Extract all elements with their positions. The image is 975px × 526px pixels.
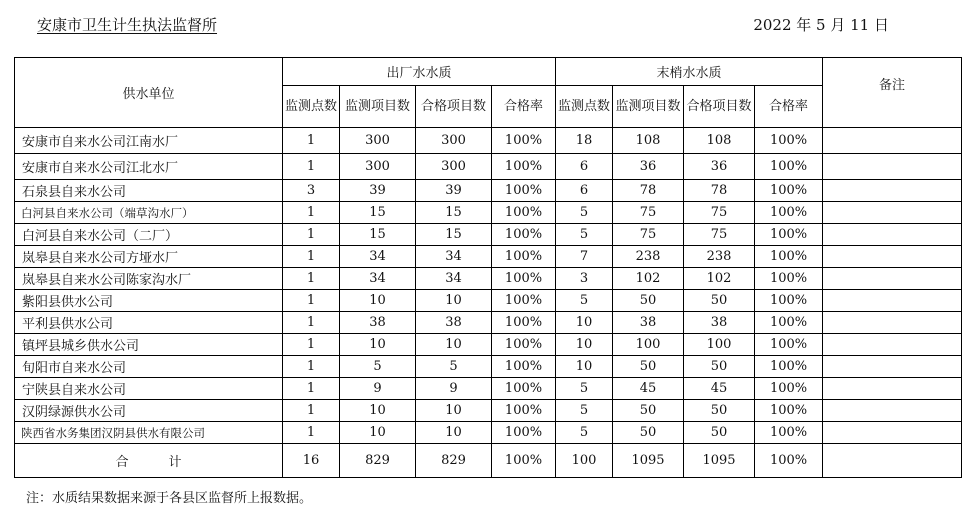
cell-terminal-items: 102 [613,268,684,290]
cell-terminal-rate: 100% [755,154,823,180]
cell-remark [823,224,962,246]
cell-factory-items: 5 [340,356,416,378]
cell-factory-items: 38 [340,312,416,334]
cell-factory-points: 1 [283,154,340,180]
cell-supply-unit: 石泉县自来水公司 [15,180,283,202]
cell-terminal-items: 50 [613,290,684,312]
total-label: 合计 [15,444,283,478]
cell-terminal-points: 6 [556,154,613,180]
total-f-points: 16 [283,444,340,478]
cell-terminal-items: 75 [613,202,684,224]
cell-terminal-points: 3 [556,268,613,290]
header-f-points: 监测点数 [283,86,340,128]
cell-factory-points: 1 [283,202,340,224]
header-f-rate: 合格率 [492,86,556,128]
cell-terminal-points: 10 [556,312,613,334]
cell-remark [823,246,962,268]
header-t-rate: 合格率 [755,86,823,128]
cell-terminal-items: 45 [613,378,684,400]
cell-terminal-rate: 100% [755,334,823,356]
table-row [15,128,962,154]
cell-terminal-points: 10 [556,334,613,356]
cell-factory-items: 15 [340,224,416,246]
cell-terminal-pass: 75 [684,224,755,246]
cell-factory-points: 1 [283,334,340,356]
cell-terminal-pass: 38 [684,312,755,334]
cell-factory-items: 39 [340,180,416,202]
table-row [15,378,962,400]
table-row [15,356,962,378]
cell-factory-points: 1 [283,312,340,334]
water-quality-table [14,57,962,478]
cell-factory-rate: 100% [492,202,556,224]
cell-factory-pass: 5 [416,356,492,378]
cell-remark [823,378,962,400]
cell-supply-unit: 紫阳县供水公司 [15,290,283,312]
cell-terminal-points: 5 [556,224,613,246]
cell-terminal-pass: 108 [684,128,755,154]
cell-terminal-pass: 50 [684,290,755,312]
cell-factory-points: 1 [283,400,340,422]
table-row [15,246,962,268]
total-row [15,444,962,478]
table-row [15,180,962,202]
cell-factory-pass: 34 [416,246,492,268]
cell-remark [823,400,962,422]
cell-terminal-points: 5 [556,202,613,224]
table-row [15,224,962,246]
cell-factory-pass: 10 [416,334,492,356]
total-t-rate: 100% [755,444,823,478]
cell-terminal-rate: 100% [755,356,823,378]
cell-remark [823,290,962,312]
cell-factory-items: 10 [340,334,416,356]
cell-factory-items: 34 [340,268,416,290]
cell-supply-unit: 平利县供水公司 [15,312,283,334]
cell-factory-rate: 100% [492,180,556,202]
cell-supply-unit: 白河县自来水公司（端草沟水厂） [15,202,283,224]
cell-factory-pass: 34 [416,268,492,290]
cell-terminal-points: 10 [556,356,613,378]
table-row [15,202,962,224]
cell-terminal-rate: 100% [755,180,823,202]
cell-terminal-items: 50 [613,422,684,444]
header-factory-water: 出厂水水质 [283,58,556,86]
cell-terminal-items: 50 [613,356,684,378]
cell-terminal-rate: 100% [755,290,823,312]
total-f-items: 829 [340,444,416,478]
table-row [15,312,962,334]
table-row [15,290,962,312]
cell-remark [823,422,962,444]
cell-factory-points: 1 [283,246,340,268]
cell-remark [823,128,962,154]
cell-factory-points: 1 [283,224,340,246]
cell-terminal-rate: 100% [755,224,823,246]
cell-factory-points: 3 [283,180,340,202]
cell-terminal-rate: 100% [755,422,823,444]
header-t-items: 监测项目数 [613,86,684,128]
cell-terminal-items: 238 [613,246,684,268]
table-row [15,400,962,422]
cell-factory-pass: 300 [416,154,492,180]
cell-factory-pass: 39 [416,180,492,202]
cell-terminal-rate: 100% [755,246,823,268]
cell-remark [823,154,962,180]
header-supply-unit: 供水单位 [15,58,283,128]
cell-factory-rate: 100% [492,290,556,312]
cell-terminal-points: 5 [556,400,613,422]
cell-terminal-pass: 45 [684,378,755,400]
cell-factory-rate: 100% [492,378,556,400]
cell-terminal-points: 7 [556,246,613,268]
header-terminal-water: 末梢水水质 [556,58,823,86]
header-t-points: 监测点数 [556,86,613,128]
cell-supply-unit: 旬阳市自来水公司 [15,356,283,378]
cell-terminal-pass: 100 [684,334,755,356]
cell-factory-items: 300 [340,154,416,180]
cell-factory-pass: 15 [416,202,492,224]
cell-remark [823,268,962,290]
table-row [15,422,962,444]
cell-factory-items: 34 [340,246,416,268]
cell-terminal-items: 36 [613,154,684,180]
cell-remark [823,334,962,356]
cell-remark [823,202,962,224]
report-organization: 安康市卫生计生执法监督所 [37,16,218,34]
cell-terminal-pass: 50 [684,356,755,378]
cell-supply-unit: 白河县自来水公司（二厂） [15,224,283,246]
cell-remark [823,180,962,202]
cell-terminal-pass: 50 [684,422,755,444]
total-f-rate: 100% [492,444,556,478]
table-row [15,334,962,356]
cell-factory-pass: 10 [416,400,492,422]
cell-terminal-rate: 100% [755,312,823,334]
cell-factory-items: 9 [340,378,416,400]
cell-terminal-items: 75 [613,224,684,246]
cell-terminal-pass: 50 [684,400,755,422]
cell-supply-unit: 安康市自来水公司江南水厂 [15,128,283,154]
cell-factory-items: 300 [340,128,416,154]
cell-terminal-pass: 78 [684,180,755,202]
cell-terminal-items: 38 [613,312,684,334]
cell-terminal-pass: 75 [684,202,755,224]
cell-factory-points: 1 [283,290,340,312]
cell-supply-unit: 安康市自来水公司江北水厂 [15,154,283,180]
cell-supply-unit: 宁陕县自来水公司 [15,378,283,400]
footnote: 注：水质结果数据来源于各县区监督所上报数据。 [26,491,313,506]
cell-terminal-items: 100 [613,334,684,356]
cell-factory-rate: 100% [492,356,556,378]
cell-factory-points: 1 [283,128,340,154]
cell-terminal-rate: 100% [755,400,823,422]
cell-remark [823,312,962,334]
cell-terminal-points: 5 [556,378,613,400]
table-row [15,154,962,180]
cell-terminal-points: 6 [556,180,613,202]
cell-factory-pass: 300 [416,128,492,154]
total-t-points: 100 [556,444,613,478]
cell-supply-unit: 岚皋县自来水公司陈家沟水厂 [15,268,283,290]
cell-terminal-rate: 100% [755,378,823,400]
cell-factory-items: 10 [340,400,416,422]
cell-factory-pass: 10 [416,422,492,444]
cell-factory-rate: 100% [492,400,556,422]
cell-factory-points: 1 [283,378,340,400]
total-t-items: 1095 [613,444,684,478]
cell-factory-rate: 100% [492,224,556,246]
cell-supply-unit: 镇坪县城乡供水公司 [15,334,283,356]
header-t-pass: 合格项目数 [684,86,755,128]
cell-factory-rate: 100% [492,422,556,444]
cell-factory-rate: 100% [492,334,556,356]
cell-factory-rate: 100% [492,268,556,290]
cell-terminal-points: 5 [556,422,613,444]
cell-factory-rate: 100% [492,128,556,154]
cell-factory-items: 10 [340,422,416,444]
total-remark [823,444,962,478]
cell-terminal-pass: 36 [684,154,755,180]
total-f-pass: 829 [416,444,492,478]
cell-factory-pass: 10 [416,290,492,312]
cell-factory-points: 1 [283,268,340,290]
cell-factory-rate: 100% [492,154,556,180]
report-date: 2022 年 5 月 11 日 [753,16,889,34]
cell-factory-pass: 15 [416,224,492,246]
cell-factory-pass: 9 [416,378,492,400]
cell-factory-items: 15 [340,202,416,224]
cell-terminal-rate: 100% [755,128,823,154]
cell-terminal-rate: 100% [755,268,823,290]
cell-factory-pass: 38 [416,312,492,334]
cell-supply-unit: 汉阴绿源供水公司 [15,400,283,422]
header-f-pass: 合格项目数 [416,86,492,128]
cell-terminal-items: 108 [613,128,684,154]
cell-terminal-items: 50 [613,400,684,422]
total-t-pass: 1095 [684,444,755,478]
table-row [15,268,962,290]
cell-remark [823,356,962,378]
header-remark: 备注 [823,58,962,128]
table-body [15,128,962,444]
cell-terminal-points: 5 [556,290,613,312]
cell-supply-unit: 岚皋县自来水公司方垭水厂 [15,246,283,268]
cell-terminal-rate: 100% [755,202,823,224]
cell-factory-rate: 100% [492,246,556,268]
cell-factory-points: 1 [283,356,340,378]
header-f-items: 监测项目数 [340,86,416,128]
cell-factory-rate: 100% [492,312,556,334]
cell-supply-unit: 陕西省水务集团汉阴县供水有限公司 [15,422,283,444]
cell-terminal-pass: 102 [684,268,755,290]
cell-terminal-items: 78 [613,180,684,202]
cell-terminal-points: 18 [556,128,613,154]
cell-factory-items: 10 [340,290,416,312]
cell-terminal-pass: 238 [684,246,755,268]
cell-factory-points: 1 [283,422,340,444]
